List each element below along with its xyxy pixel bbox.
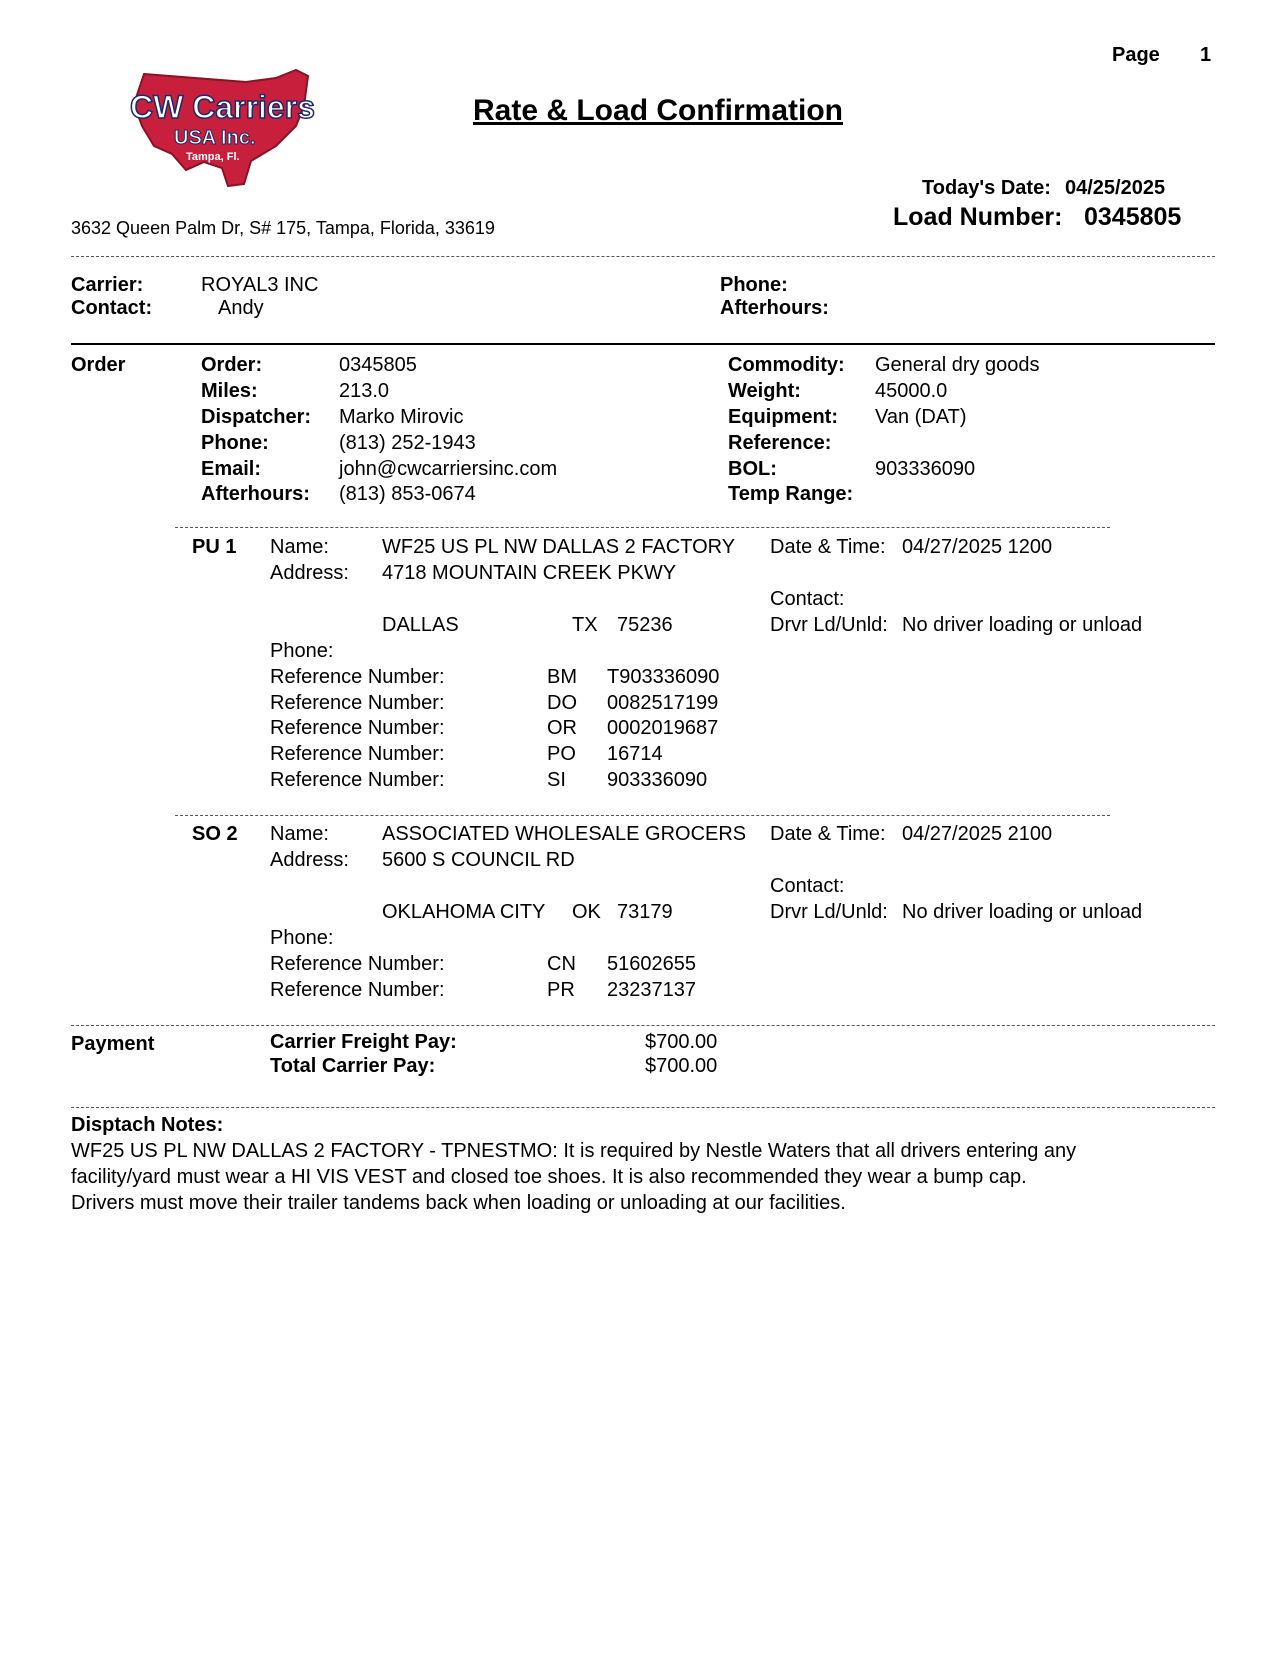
reference-number-label: Reference Number:: [270, 692, 445, 714]
stop-id: PU 1: [192, 536, 237, 558]
reference-value: 0002019687: [607, 717, 719, 739]
page-title: Rate & Load Confirmation: [473, 94, 844, 127]
logo-text-sub: USA Inc.: [174, 127, 256, 149]
reference-number-label: Reference Number:: [270, 717, 445, 739]
contact-label: Contact:: [71, 297, 153, 319]
equipment-value: Van (DAT): [875, 406, 967, 428]
reference-code: PR: [547, 979, 575, 1001]
order-afterhours-value: (813) 853-0674: [339, 483, 476, 505]
payment-section-label: Payment: [71, 1033, 155, 1055]
equipment-label: Equipment:: [728, 406, 838, 428]
stop-state: TX: [572, 614, 598, 636]
todays-date-label: Today's Date:: [922, 177, 1051, 199]
stop-contact-label: Contact:: [770, 588, 845, 610]
dispatcher-label: Dispatcher:: [201, 406, 312, 428]
notes-line: facility/yard must wear a HI VIS VEST and closed toe shoes. It is also recommended they wear a bump cap.: [71, 1166, 1027, 1188]
stop-name: WF25 US PL NW DALLAS 2 FACTORY: [382, 536, 736, 558]
stop-name: ASSOCIATED WHOLESALE GROCERS: [382, 823, 747, 845]
commodity-value: General dry goods: [875, 354, 1040, 376]
stop-datetime-label: Date & Time:: [770, 823, 886, 845]
reference-code: CN: [547, 953, 576, 975]
miles-label: Miles:: [201, 380, 258, 402]
reference-code: BM: [547, 666, 577, 688]
bol-label: BOL:: [728, 458, 777, 480]
stop-name-label: Name:: [270, 536, 329, 558]
stop-phone-label: Phone:: [270, 927, 334, 949]
reference-value: 16714: [607, 743, 663, 765]
stop-address-label: Address:: [270, 562, 349, 584]
carrier-afterhours-label: Afterhours:: [720, 297, 829, 319]
divider: [175, 815, 1110, 816]
dispatcher-phone-value: (813) 252-1943: [339, 432, 476, 454]
reference-number-label: Reference Number:: [270, 979, 445, 1001]
dispatcher-value: Marko Mirovic: [339, 406, 464, 428]
weight-label: Weight:: [728, 380, 801, 402]
reference-number-label: Reference Number:: [270, 743, 445, 765]
reference-label: Reference:: [728, 432, 832, 454]
stop-datetime: 04/27/2025 1200: [902, 536, 1053, 558]
stop-city: DALLAS: [382, 614, 459, 636]
stop-address-label: Address:: [270, 849, 349, 871]
load-number-label: Load Number:: [893, 203, 1063, 231]
todays-date: 04/25/2025: [1065, 177, 1166, 199]
reference-value: 23237137: [607, 979, 696, 1001]
notes-line: Drivers must move their trailer tandems back when loading or unloading at our facilities.: [71, 1192, 846, 1214]
stop-state: OK: [572, 901, 601, 923]
order-section-label: Order: [71, 354, 126, 376]
company-address: 3632 Queen Palm Dr, S# 175, Tampa, Florida, 33619: [71, 218, 495, 238]
reference-value: 903336090: [607, 769, 708, 791]
stop-contact-label: Contact:: [770, 875, 845, 897]
stop-datetime-label: Date & Time:: [770, 536, 886, 558]
reference-number-label: Reference Number:: [270, 769, 445, 791]
email-label: Email:: [201, 458, 262, 480]
order-value: 0345805: [339, 354, 417, 376]
divider: [71, 343, 1215, 345]
stop-drvr-label: Drvr Ld/Unld:: [770, 901, 888, 923]
divider: [71, 256, 1215, 257]
carrier-label: Carrier:: [71, 274, 144, 296]
reference-number-label: Reference Number:: [270, 953, 445, 975]
miles-value: 213.0: [339, 380, 390, 402]
stop-drvr-value: No driver loading or unload: [902, 614, 1143, 636]
page-label: Page: [1112, 44, 1160, 66]
stop-phone-label: Phone:: [270, 640, 334, 662]
order-afterhours-label: Afterhours:: [201, 483, 310, 505]
email-value[interactable]: john@cwcarriersinc.com: [339, 458, 558, 480]
company-logo: [126, 66, 326, 192]
stop-datetime: 04/27/2025 2100: [902, 823, 1053, 845]
stop-drvr-value: No driver loading or unload: [902, 901, 1143, 923]
logo-text-city: Tampa, Fl.: [186, 151, 240, 163]
divider: [175, 527, 1110, 528]
logo-text-main: CW Carriers: [130, 89, 315, 125]
stop-zip: 75236: [617, 614, 673, 636]
reference-code: SI: [547, 769, 566, 791]
reference-value: T903336090: [607, 666, 720, 688]
reference-code: OR: [547, 717, 577, 739]
page-number: 1: [1200, 44, 1212, 66]
carrier-value: ROYAL3 INC: [201, 274, 319, 296]
temp-range-label: Temp Range:: [728, 483, 854, 505]
stop-city: OKLAHOMA CITY: [382, 901, 546, 923]
total-pay-label: Total Carrier Pay:: [270, 1055, 436, 1077]
stop-id: SO 2: [192, 823, 238, 845]
order-label: Order:: [201, 354, 263, 376]
divider: [71, 1025, 1215, 1026]
stop-name-label: Name:: [270, 823, 329, 845]
reference-number-label: Reference Number:: [270, 666, 445, 688]
reference-value: 51602655: [607, 953, 696, 975]
notes-line: WF25 US PL NW DALLAS 2 FACTORY - TPNESTMO: It is required by Nestle Waters that all drivers entering any: [71, 1140, 1077, 1162]
notes-label: Disptach Notes:: [71, 1114, 224, 1136]
stop-address: 4718 MOUNTAIN CREEK PKWY: [382, 562, 677, 584]
freight-pay-value: $700.00: [645, 1031, 718, 1053]
reference-value: 0082517199: [607, 692, 719, 714]
carrier-phone-label: Phone:: [720, 274, 788, 296]
reference-code: DO: [547, 692, 577, 714]
bol-value: 903336090: [875, 458, 976, 480]
freight-pay-label: Carrier Freight Pay:: [270, 1031, 457, 1053]
contact-value: Andy: [218, 297, 264, 319]
logo-map-icon: [126, 66, 326, 192]
stop-zip: 73179: [617, 901, 673, 923]
commodity-label: Commodity:: [728, 354, 845, 376]
reference-code: PO: [547, 743, 576, 765]
dispatcher-phone-label: Phone:: [201, 432, 269, 454]
total-pay-value: $700.00: [645, 1055, 718, 1077]
divider: [71, 1107, 1215, 1108]
weight-value: 45000.0: [875, 380, 948, 402]
stop-address: 5600 S COUNCIL RD: [382, 849, 575, 871]
load-number: 0345805: [1084, 203, 1182, 231]
stop-drvr-label: Drvr Ld/Unld:: [770, 614, 888, 636]
